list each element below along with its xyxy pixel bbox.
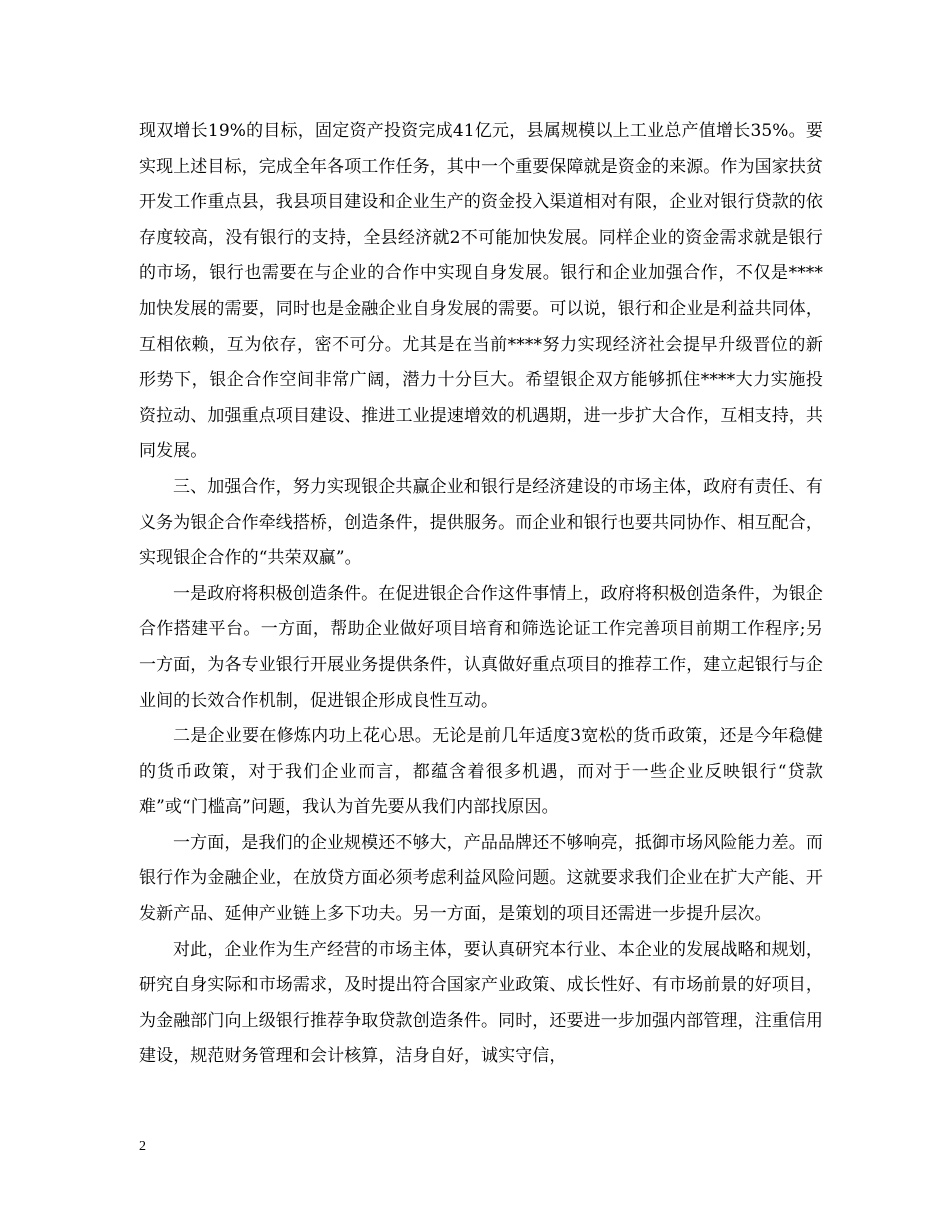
paragraph-section-three: 三、加强合作，努力实现银企共赢企业和银行是经济建设的市场主体，政府有责任、有义务为银企合作牵线搭桥，创造条件，提供服务。而企业和银行也要共同协作、相互配合，实现银企合作的“共荣双赢”。 [139, 476, 823, 569]
paragraph-enterprise-role: 二是企业要在修炼内功上花心思。无论是前几年适度3宽松的货币政策，还是今年稳健的货币政策，对于我们企业而言，都蕴含着很多机遇，而对于一些企业反映银行“贷款难”或“门槛高”问题，我认为首先要从我们内部找原因。 [139, 726, 823, 818]
body-text [139, 114, 823, 1075]
page-number: 2 [139, 1139, 146, 1154]
paragraph-continuation: 现双增长19%的目标，固定资产投资完成41亿元，县属规模以上工业总产值增长35%。要实现上述目标，完成全年各项工作任务，其中一个重要保障就是资金的来源。作为国家扶贫开发工作重点县，我县项目建设和企业生产的资金投入渠道相对有限，企业对银行贷款的依存度较高，没有银行的支持，全县经济就2不可能加快发展。同样企业的资金需求就是银行的市场，银行也需要在与企业的合作中实现自身发展。银行和企业加强合作，不仅是****加快发展的需要，同时也是金融企业自身发展的需要。可以说，银行和企业是利益共同体，互相依赖，互为依存，密不可分。尤其是在当前****努力实现经济社会提早升级晋位的新形势下，银企合作空间非常广阔，潜力十分巨大。希望银企双方能够抓住****大力实施投资拉动、加强重点项目建设、推进工业提速增效的机遇期，进一步扩大合作，互相支持，共同发展。 [139, 121, 823, 462]
paragraph-enterprise-scale: 一方面，是我们的企业规模还不够大，产品品牌还不够响亮，抵御市场风险能力差。而银行作为金融企业，在放贷方面必须考虑利益风险问题。这就要求我们企业在扩大产能、开发新产品、延伸产业链上多下功夫。另一方面，是策划的项目还需进一步提升层次。 [139, 832, 823, 925]
paragraph-enterprise-strategy: 对此，企业作为生产经营的市场主体，要认真研究本行业、本企业的发展战略和规划，研究自身实际和市场需求，及时提出符合国家产业政策、成长性好、有市场前景的好项目，为金融部门向上级银行推荐争取贷款创造条件。同时，还要进一步加强内部管理，注重信用建设，规范财务管理和会计核算，洁身自好，诚实守信， [139, 939, 823, 1067]
paragraph-government-role: 一是政府将积极创造条件。在促进银企合作这件事情上，政府将积极创造条件，为银企合作搭建平台。一方面，帮助企业做好项目培育和筛选论证工作完善项目前期工作程序;另一方面，为各专业银行开展业务提供条件，认真做好重点项目的推荐工作，建立起银行与企业间的长效合作机制，促进银企形成良性互动。 [139, 583, 823, 711]
